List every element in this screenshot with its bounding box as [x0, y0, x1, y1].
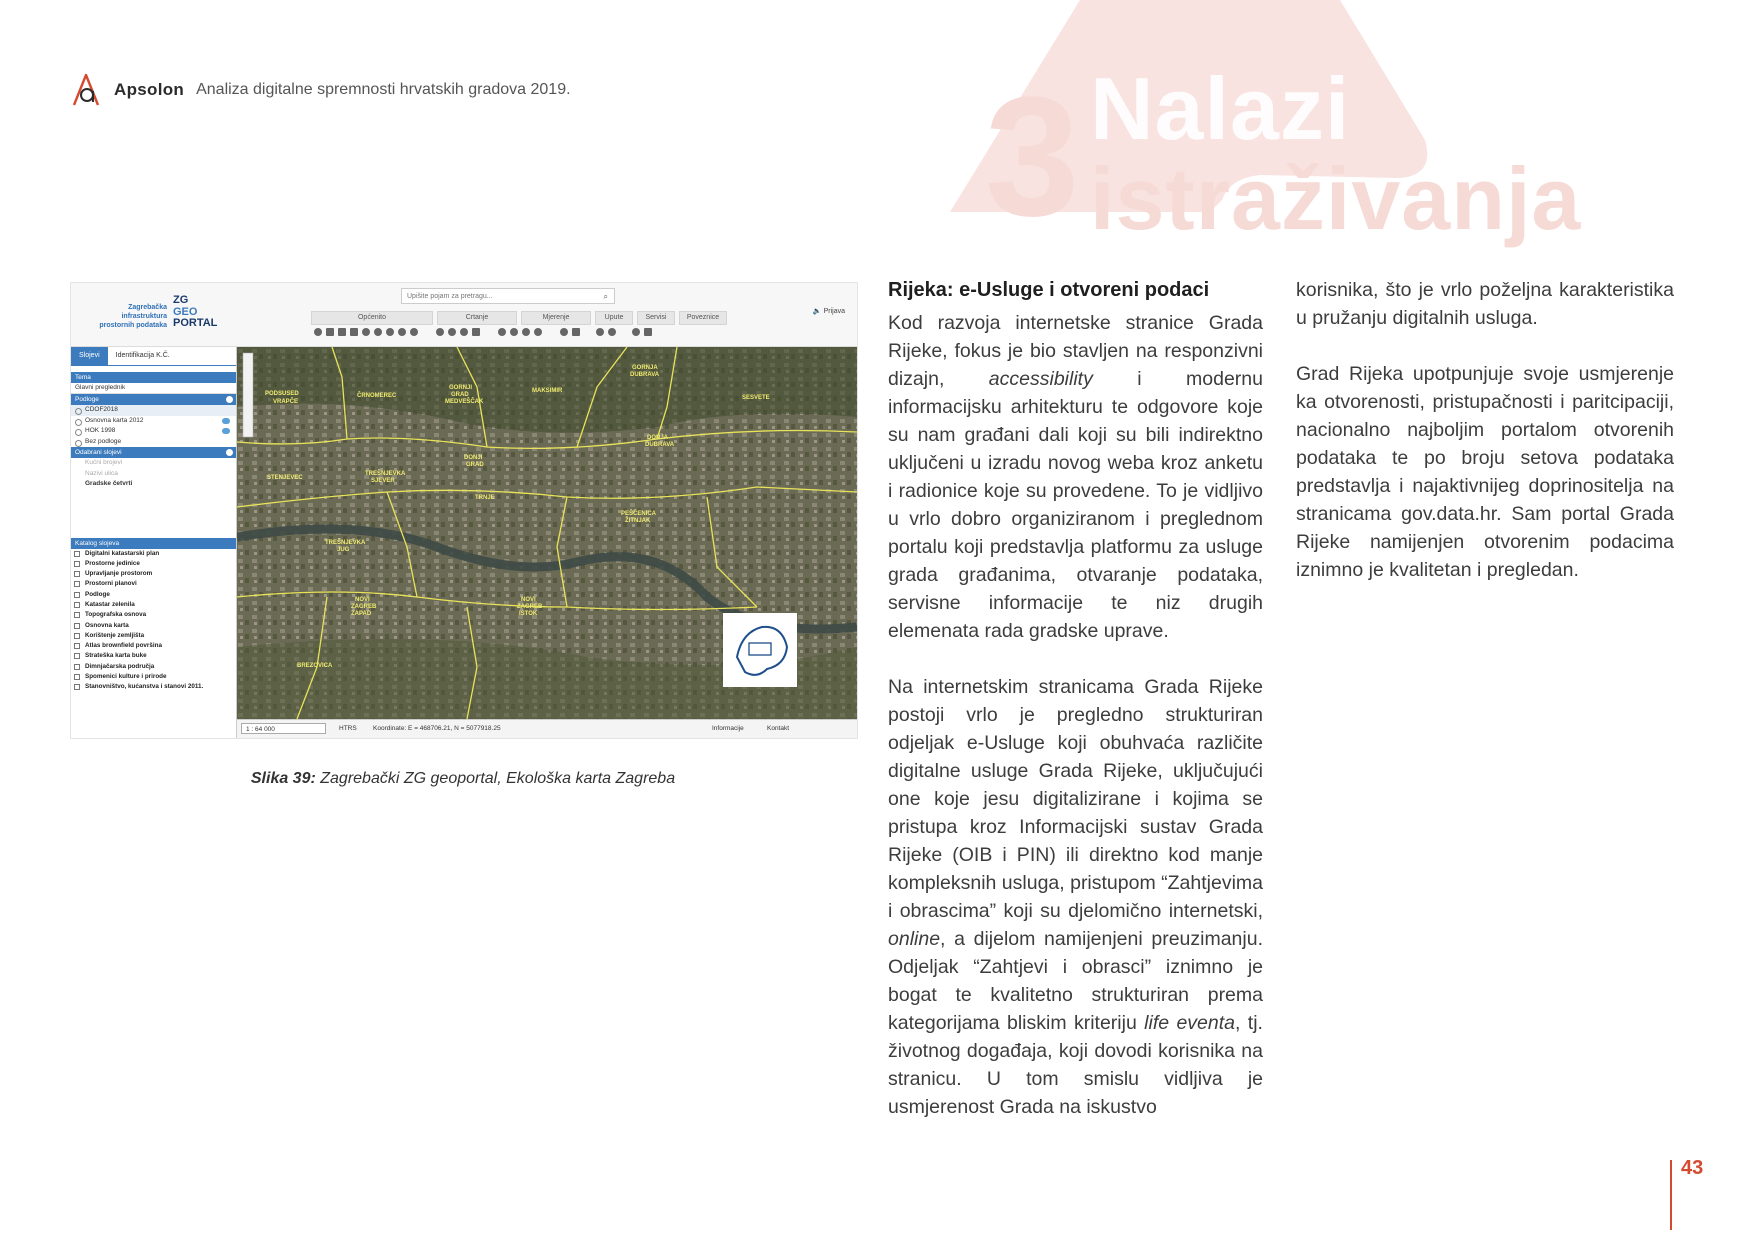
- figure-caption: Slika 39: Zagrebački ZG geoportal, Ekološka karta Zagreba: [250, 770, 676, 787]
- geoportal-toolbar: [314, 328, 652, 336]
- article-column-right: [1296, 276, 1674, 584]
- login-link[interactable]: 🔈 Prijava: [812, 308, 845, 315]
- odabrani-header[interactable]: Odabrani slojevi: [71, 447, 236, 458]
- globe-tool-icon[interactable]: [596, 328, 604, 336]
- print-tool-icon[interactable]: [326, 328, 334, 336]
- geoportal-sidebar: [71, 347, 237, 738]
- svg-text:DONJI: DONJI: [464, 455, 483, 461]
- print2-tool-icon[interactable]: [338, 328, 346, 336]
- dot-tool-icon[interactable]: [460, 328, 468, 336]
- svg-text:ŽITNJAK: ŽITNJAK: [625, 518, 651, 524]
- basemap-option[interactable]: Osnovna karta 2012: [71, 416, 236, 427]
- zoom-tool-icon[interactable]: [398, 328, 406, 336]
- report-title: Analiza digitalne spremnosti hrvatskih gradova 2019.: [196, 81, 571, 98]
- block-tool-icon[interactable]: [410, 328, 418, 336]
- satellite-map[interactable]: [237, 347, 857, 719]
- geoportal-logo: [77, 295, 227, 340]
- info-link[interactable]: Informacije: [712, 725, 744, 732]
- catalog-item[interactable]: Korištenje zemljišta: [71, 631, 236, 641]
- delete-tool-icon[interactable]: [472, 328, 480, 336]
- svg-text:MEDVEŠČAK: MEDVEŠČAK: [445, 399, 484, 405]
- svg-text:PEŠČENICA: PEŠČENICA: [621, 511, 657, 517]
- forward-tool-icon[interactable]: [386, 328, 394, 336]
- tema-select[interactable]: Glavni preglednik: [71, 383, 236, 394]
- svg-text:GRAD: GRAD: [451, 392, 469, 398]
- svg-text:GORNJI: GORNJI: [449, 385, 473, 391]
- svg-text:ZAPAD: ZAPAD: [351, 611, 372, 617]
- podloge-header[interactable]: Podloge: [71, 394, 236, 405]
- menu-mjerenje[interactable]: Mjerenje: [521, 311, 591, 325]
- chapter-title-line2: istraživanja: [1090, 149, 1582, 248]
- pin-tool-icon[interactable]: [534, 328, 542, 336]
- svg-text:VRAPČE: VRAPČE: [273, 399, 299, 405]
- basemap-option[interactable]: HOK 1998: [71, 426, 236, 437]
- article-column-left: [888, 276, 1263, 1121]
- svg-text:TREŠNJEVKA: TREŠNJEVKA: [325, 540, 366, 546]
- svg-text:GRAD: GRAD: [466, 462, 484, 468]
- geoportal-header: [71, 283, 857, 347]
- polygon-tool-icon[interactable]: [498, 328, 506, 336]
- line-tool-icon[interactable]: [448, 328, 456, 336]
- section-heading: Rijeka: e-Usluge i otvoreni podaci: [888, 279, 1210, 301]
- svg-text:NOVI: NOVI: [355, 597, 370, 603]
- svg-text:PODSUSED: PODSUSED: [265, 391, 299, 397]
- catalog-item[interactable]: Atlas brownfield površina: [71, 641, 236, 651]
- map-status-bar: [237, 719, 857, 739]
- svg-text:SESVETE: SESVETE: [742, 395, 770, 401]
- svg-text:SJEVER: SJEVER: [371, 478, 395, 484]
- tab-slojevi[interactable]: Slojevi: [71, 347, 108, 365]
- selected-layer[interactable]: Gradske četvrti: [85, 480, 133, 487]
- page-header: [70, 70, 571, 110]
- scale-select[interactable]: 1 : 64 000: [241, 723, 326, 734]
- brand-name: Apsolon: [114, 80, 185, 99]
- menu-upute[interactable]: Upute: [595, 311, 633, 325]
- catalog-item[interactable]: Stanovništvo, kućanstva i stanovi 2011.: [71, 682, 236, 692]
- menu-opcenito[interactable]: Općenito: [311, 311, 433, 325]
- sidebar-tabs: [71, 347, 236, 366]
- menu-crtanje[interactable]: Crtanje: [437, 311, 517, 325]
- geoportal-search-input[interactable]: Upišite pojam za pretragu... ⌕: [401, 288, 615, 304]
- chapter-number: 3: [985, 62, 1080, 252]
- catalog-item[interactable]: Upravljanje prostorom: [71, 569, 236, 579]
- svg-text:DONJA: DONJA: [647, 435, 669, 441]
- comment-icon: [222, 418, 230, 424]
- svg-text:ZAGREB: ZAGREB: [351, 604, 377, 610]
- svg-text:BREZOVICA: BREZOVICA: [297, 663, 333, 669]
- catalog-item[interactable]: Dimnjačarska područja: [71, 662, 236, 672]
- katalog-header: Katalog slojeva: [71, 538, 236, 549]
- collapse-icon[interactable]: [226, 396, 233, 403]
- svg-text:GORNJA: GORNJA: [632, 365, 658, 371]
- selected-layer[interactable]: Nazivi ulica: [85, 469, 118, 477]
- help-tool-icon[interactable]: [560, 328, 568, 336]
- paragraph-1: Kod razvoja internetske stranice Grada Rijeke, fokus je bio stavljen na responzivni dizajn, accessibility i modernu informacijsku arhitekturu te odgovore koje su nam građani dali koji su bili indirektno uključeni u izradu novog weba kroz anketu i radionice koje su provedene. To je vidljivo u vrlo dobro organiziranom i preglednom portalu koji predstavlja platformu za usluge grada građanima, otvaranje podataka, servisne informacije te niz drugih elemenata rada gradske uprave.: [888, 312, 1263, 642]
- layers-tool-icon[interactable]: [572, 328, 580, 336]
- basemap-option[interactable]: CDOF2018: [71, 405, 236, 416]
- svg-text:MAKSIMIR: MAKSIMIR: [532, 388, 563, 394]
- paragraph-2-continued: korisnika, što je vrlo poželjna karakteristika u pružanju digitalnih usluga.: [1296, 279, 1674, 329]
- refresh-tool-icon[interactable]: [362, 328, 370, 336]
- svg-text:DUBRAVA: DUBRAVA: [630, 372, 660, 378]
- svg-text:ČRNOMEREC: ČRNOMEREC: [357, 393, 397, 399]
- measure-line-icon[interactable]: [510, 328, 518, 336]
- svg-text:ZAGREB: ZAGREB: [517, 604, 543, 610]
- zg-geo-portal-logo: ZG GEO PORTAL: [173, 294, 218, 330]
- catalog-item[interactable]: Topografska osnova: [71, 610, 236, 620]
- catalog-item[interactable]: Prostorne jedinice: [71, 559, 236, 569]
- page-number-rule: [1670, 1160, 1672, 1230]
- marker-tool-icon[interactable]: [522, 328, 530, 336]
- svg-text:TREŠNJEVKA: TREŠNJEVKA: [365, 471, 406, 477]
- comment-icon: [222, 428, 230, 434]
- geoportal-screenshot: [70, 282, 858, 739]
- collapse-icon[interactable]: [226, 449, 233, 456]
- crs-select[interactable]: HTRS: [339, 725, 357, 732]
- camera-tool-icon[interactable]: [350, 328, 358, 336]
- basemap-option[interactable]: Bez podloge: [71, 437, 236, 448]
- map-tool-icon[interactable]: [644, 328, 652, 336]
- chapter-title-line1: Nalazi: [1090, 59, 1351, 158]
- catalog-item[interactable]: Osnovna karta: [71, 621, 236, 631]
- paragraph-2: Na internetskim stranicama Grada Rijeke postoji vrlo je pregledno strukturiran odjeljak e-Usluge koji obuhvaća različite digitalne usluge Grada Rijeke, uključujući one koje jesu digitalizirane i kojima se pristupa kroz Informacijski sustav Grada Rijeke (OIB i PIN) ili direktno kod manje kompleksnih usluga, pristupom “Zahtjevima i obrascima” koji su djelomično internetski, online, a dijelom namijenjeni preuzimanju. Odjeljak “Zahtjevi i obrasci” iznimno je bogat te kvalitetno strukturiran prema kategorijama bliskim kriteriju life eventa, tj. životnog događaja, koji dovodi korisnika na stranicu. U tom smislu vidljiva je usmjerenost Grada na iskustvo: [888, 676, 1263, 1118]
- svg-text:STENJEVEC: STENJEVEC: [267, 475, 303, 481]
- apsolon-logo-icon: [70, 71, 106, 109]
- catalog-item[interactable]: Strateška karta buke: [71, 651, 236, 661]
- svg-text:DUBRAVA: DUBRAVA: [645, 442, 675, 448]
- navigate-tool-icon[interactable]: [632, 328, 640, 336]
- menu-servisi[interactable]: Servisi: [637, 311, 675, 325]
- svg-text:ISTOK: ISTOK: [519, 611, 538, 617]
- geoportal-menu-bar: [311, 311, 727, 325]
- svg-text:TRNJE: TRNJE: [475, 495, 495, 501]
- selected-layer[interactable]: Kućni brojevi: [85, 459, 123, 466]
- menu-poveznice[interactable]: Poveznice: [679, 311, 727, 325]
- coordinates-readout: Koordinate: E = 468706.21, N = 5077918.25: [373, 725, 501, 732]
- catalog-item[interactable]: Katastar zelenila: [71, 600, 236, 610]
- search-icon[interactable]: ⌕: [603, 292, 608, 301]
- catalog-item[interactable]: Podloge: [71, 590, 236, 600]
- catalog-item[interactable]: Spomenici kulture i prirode: [71, 672, 236, 682]
- tema-header: Tema: [71, 372, 236, 383]
- contact-link[interactable]: Kontakt: [767, 725, 790, 732]
- portal-name: Zagrebačka infrastruktura prostornih podataka: [99, 304, 167, 329]
- point-tool-icon[interactable]: [436, 328, 444, 336]
- paragraph-3: Grad Rijeka upotpunjuje svoje usmjerenje ka otvorenosti, pristupačnosti i paritcipaciji, nacionalno najboljim portalom otvorenih podataka te po broju setova podataka predstavlja i najaktivnijeg doprinositelja na stranicama gov.data.hr. Sam portal Grada Rijeke namijenjen otvorenim podacima iznimno je kvalitetan i pregledan.: [1296, 363, 1674, 581]
- back-tool-icon[interactable]: [374, 328, 382, 336]
- page-number: 43: [1681, 1157, 1704, 1179]
- zoom-slider[interactable]: [243, 353, 253, 437]
- svg-text:JUG: JUG: [337, 547, 350, 553]
- info-tool-icon[interactable]: [314, 328, 322, 336]
- catalog-item[interactable]: Prostorni planovi: [71, 579, 236, 589]
- tab-identifikacija[interactable]: Identifikacija K.Č.: [115, 352, 170, 359]
- plus-tool-icon[interactable]: [608, 328, 616, 336]
- svg-text:NOVI: NOVI: [521, 597, 536, 603]
- catalog-item[interactable]: Digitalni katastarski plan: [71, 549, 236, 559]
